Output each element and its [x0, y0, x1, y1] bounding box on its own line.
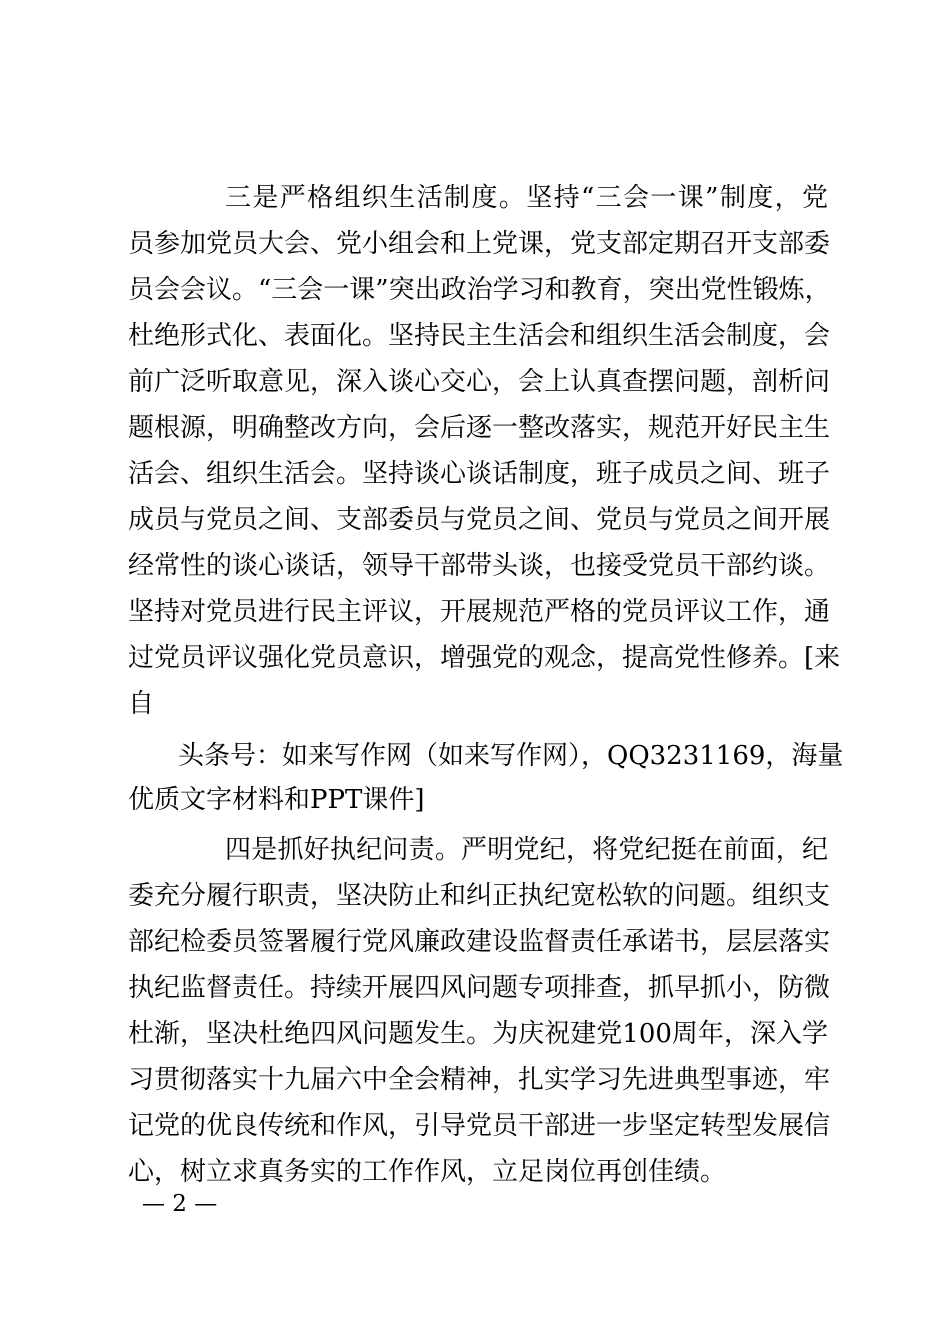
paragraph-1-line-5: 前广泛听取意见，深入谈心交心，会上认真查摆问题，剖析问: [128, 367, 831, 397]
paragraph-1-line-1: 三是严格组织生活制度。坚持“三会一课”制度，党: [225, 183, 828, 213]
paragraph-1-line-6: 题根源，明确整改方向，会后逐一整改落实，规范开好民主生: [128, 413, 831, 443]
paragraph-2-line-2: 委充分履行职责，坚决防止和纠正执纪宽松软的问题。组织支: [128, 881, 831, 911]
paragraph-2-line-1: 四是抓好执纪问责。严明党纪，将党纪挺在前面，纪: [225, 835, 828, 865]
paragraph-1-line-10: 坚持对党员进行民主评议，开展规范严格的党员评议工作，通: [128, 597, 831, 627]
source-note-line-2: 优质文字材料和PPT课件]: [128, 785, 425, 815]
paragraph-1-line-11: 过党员评议强化党员意识，增强党的观念，提高党性修养。[来: [128, 643, 841, 673]
paragraph-2-line-5: 杜渐，坚决杜绝四风问题发生。为庆祝建党100周年，深入学: [128, 1019, 828, 1049]
source-note-line-1: 头条号：如来写作网（如来写作网），QQ3231169，海量: [178, 741, 844, 771]
paragraph-2-line-7: 记党的优良传统和作风，引导党员干部进一步坚定转型发展信: [128, 1111, 831, 1141]
paragraph-2-line-4: 执纪监督责任。持续开展四风问题专项排查，抓早抓小，防微: [128, 973, 831, 1003]
paragraph-2-line-8: 心，树立求真务实的工作作风，立足岗位再创佳绩。: [128, 1157, 727, 1187]
paragraph-1-line-7: 活会、组织生活会。坚持谈心谈话制度，班子成员之间、班子: [128, 459, 831, 489]
paragraph-1-line-2: 员参加党员大会、党小组会和上党课，党支部定期召开支部委: [128, 229, 831, 259]
page-number: — 2 —: [142, 1191, 218, 1217]
paragraph-1-line-8: 成员与党员之间、支部委员与党员之间、党员与党员之间开展: [128, 505, 831, 535]
paragraph-1-line-4: 杜绝形式化、表面化。坚持民主生活会和组织生活会制度，会: [128, 321, 831, 351]
paragraph-1-line-9: 经常性的谈心谈话，领导干部带头谈，也接受党员干部约谈。: [128, 551, 831, 581]
paragraph-1-line-3: 员会会议。“三会一课”突出政治学习和教育，突出党性锻炼，: [128, 275, 831, 305]
paragraph-2-line-6: 习贯彻落实十九届六中全会精神，扎实学习先进典型事迹，牢: [128, 1065, 831, 1095]
paragraph-1-line-12: 自: [128, 689, 155, 719]
paragraph-2-line-3: 部纪检委员签署履行党风廉政建设监督责任承诺书，层层落实: [128, 927, 831, 957]
